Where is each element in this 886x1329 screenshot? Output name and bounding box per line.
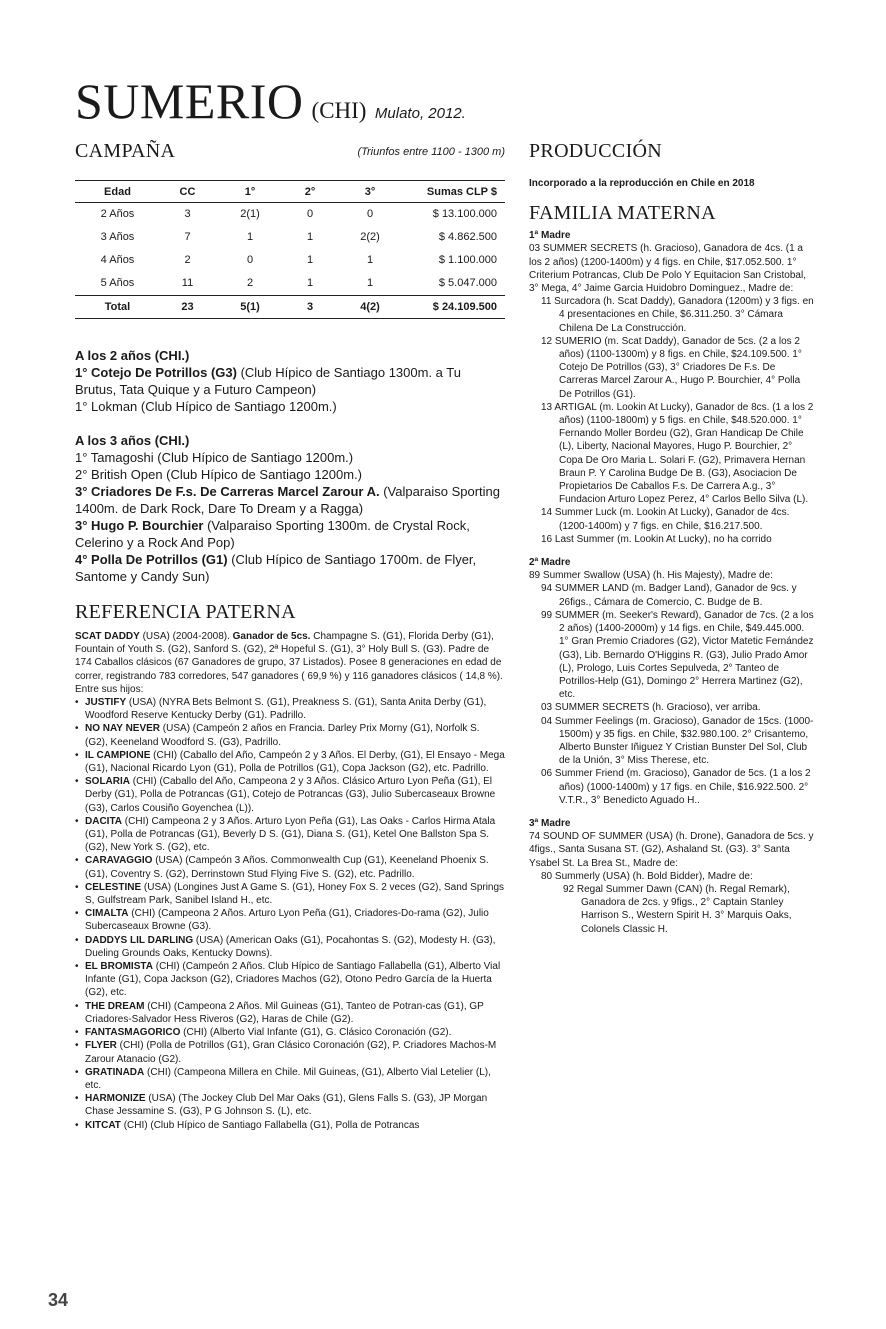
cell: 11 [181, 277, 194, 289]
cell: 2(1) [240, 208, 260, 220]
list-item: 04 Summer Feelings (m. Gracioso), Ganador de 15cs. (1000-1500m) y 35 figs. en Chile, $32.980.100. 2° Crisantemo, Alberto Bunster Iñiguez Y Cristian Bunster Del Sol, Club de la Unión, 3° Miss Therese, etc. [541, 715, 814, 767]
cell: 5 Años [100, 277, 135, 289]
cell: 1 [246, 231, 254, 243]
list-item: 06 Summer Friend (m. Gracioso), Ganador de 5cs. (1 a los 2 años) (1000-1400m) y 17 figs. en Chile, $16.922.500. 2° V.T.R., 3° Benedicto Aguado H.. [541, 768, 811, 806]
list-item: 99 SUMMER (m. Seeker's Reward), Ganador de 7cs. (2 a los 2 años) (1400-2000m) y 14 figs. en Chile, $49.445.000. 1° Gran Premio Criadores (G2), Victor Matetic Fernández (G3), Lib. Bernardo O'Higgins R. (G3), Julio Prado Amor (L), Prologo, Luis Cortes Sepulveda, 2° Tanteo de Potrillos-Help (G1), Domingo 2° Herrera Martinez (G2), etc. [541, 609, 814, 701]
madre-3-sub: 80 Summerly (USA) (h. Bold Bidder), Madre de: [541, 870, 753, 882]
table-row [75, 226, 505, 249]
madre-2-list [529, 582, 814, 806]
madre-2-text: 89 Summer Swallow (USA) (h. His Majesty), Madre de: [529, 570, 773, 582]
campana-heading: CAMPAÑA [75, 140, 176, 162]
win-line: 1° Tamagoshi (Club Hípico de Santiago 1200m.) [75, 450, 354, 465]
wins-2yo [75, 347, 505, 415]
win-line: 3° Hugo P. Bourchier (Valparaiso Sporting 1300m. de Crystal Rock, Celerino y a Rock And Pop) [75, 518, 470, 550]
list-item: 03 SUMMER SECRETS (h. Gracioso), ver arriba. [541, 702, 761, 714]
cell: 1 [366, 277, 374, 289]
list-item: • CARAVAGGIO (USA) (Campeón 3 Años. Commonwealth Cup (G1), Keeneland Phoenix S. (G1), Coventry S. (G2), Derrinstown Stud Flying Five S. (G2), etc. Padrillo. [75, 854, 505, 880]
list-item: • NO NAY NEVER (USA) (Campeón 2 años en Francia. Darley Prix Morny (G1), Norfolk S. (G2), Keeneland Woodford S. (G3), Padrillo. [75, 722, 505, 748]
prod-text: Incorporado a la reproducción en Chile en 2018 [529, 178, 755, 189]
ref-heading: REFERENCIA PATERNA [75, 601, 296, 623]
madre-3-text: 74 SOUND OF SUMMER (USA) (h. Drone), Ganadora de 5cs. y 4figs., Santa Susana ST. (G2), Ashaland St. (G3). 3° Santa Ysabel St. La Brea St., Madre de: [529, 831, 814, 869]
list-item: • IL CAMPIONE (CHI) (Caballo del Año, Campeón 2 y 3 Años. El Derby, (G1), El Ensayo - Mega (G1), Nacional Ricardo Lyon (G1), Polla de Potrillos (G1), Copa Jackson (G2), etc. Padrillo. [75, 749, 505, 775]
familia-materna [529, 229, 814, 936]
campana-table [75, 180, 505, 319]
win-line: 4° Polla De Potrillos (G1) (Club Hípico de Santiago 1700m. de Flyer, Santome y Candy Sun) [75, 552, 477, 584]
cell: 4 Años [100, 254, 135, 266]
list-item: • JUSTIFY (USA) (NYRA Bets Belmont S. (G1), Preakness S. (G1), Santa Anita Derby (G1), Woodford Reserve Kentucky Derby (G1). Padrillo. [75, 696, 505, 722]
col-1: 1° [215, 181, 285, 203]
cell: 1 [306, 277, 314, 289]
campana-note: (Triunfos entre 1100 - 1300 m) [357, 146, 505, 158]
list-item: • DACITA (CHI) Campeona 2 y 3 Años. Arturo Lyon Peña (G1), Las Oaks - Carlos Hirma Atala (G1), Polla de Potrancas (G1), Beverly D S. (G1), Diana S. (G1), Ketel One Ballston Spa S. (G2), New York S. (G2), etc. [75, 815, 505, 855]
cell: 0 [306, 208, 314, 220]
cell: 2 Años [100, 208, 135, 220]
cell: 2 [246, 277, 254, 289]
madre-2-heading: 2ª Madre [529, 557, 571, 569]
win-line: 1° Cotejo De Potrillos (G3) (Club Hípico de Santiago 1300m. a Tu Brutus, Tata Quique y a Futuro Campeon) [75, 365, 461, 397]
madre-1-text: 03 SUMMER SECRETS (h. Gracioso), Ganadora de 4cs. (1 a los 2 años) (1200-1400m) y 4 figs. en Chile, $17.052.500. 1° Criterium Potrancas, Club De Polo Y Equitacion San Cristobal, 3° Mega, 4° Jaime Garcia Huidobro Dominguez., Madre de: [529, 243, 806, 295]
cell: 1 [366, 254, 374, 266]
table-row [75, 272, 505, 296]
cell: 2(2) [360, 231, 380, 243]
cell: 3 Años [100, 231, 135, 243]
col-cc: CC [160, 181, 215, 203]
list-item: 11 Surcadora (h. Scat Daddy), Ganadora (1200m) y 3 figs. en 4 presentaciones en Chile, $6.311.250. 3° Cámara Chilena De La Construcción. [541, 296, 814, 334]
prod-heading: PRODUCCIÓN [529, 140, 663, 162]
cell: 3 [285, 296, 335, 319]
list-item: • HARMONIZE (USA) (The Jockey Club Del Mar Oaks (G1), Glens Falls S. (G3), JP Morgan Chase Jessamine S. (G3), P G Johnson S. (L), etc. [75, 1092, 505, 1118]
cell: 4(2) [335, 296, 405, 319]
cell: 23 [160, 296, 215, 319]
list-item: • CELESTINE (USA) (Longines Just A Game S. (G1), Honey Fox S. 2 veces (G2), Sand Springs S, Gulfstream Park, Sanibel Island H., etc. [75, 881, 505, 907]
list-item: • EL BROMISTA (CHI) (Campeón 2 Años. Club Hípico de Santiago Fallabella (G1), Alberto Vial Infante (G1), Copa Jackson (G2), Criadores Machos (G2), Otono Pedro García de la Huerta (G2), etc. [75, 960, 505, 1000]
win-line: 2° British Open (Club Hípico de Santiago 1200m.) [75, 467, 363, 482]
cell: 5(1) [215, 296, 285, 319]
list-item: 94 SUMMER LAND (m. Badger Land), Ganador de 9cs. y 26figs., Cámara de Comercio, C. Budge de B. [541, 583, 797, 608]
cell: 3 [184, 208, 191, 220]
cell: 1 [306, 231, 314, 243]
cell: 0 [366, 208, 374, 220]
list-item: • THE DREAM (CHI) (Campeona 2 Años. Mil Guineas (G1), Tanteo de Potran-cas (G1), GP Criadores-Salvador Hess Riveros (G2), Haras de Chile (G2). [75, 1000, 505, 1026]
list-item: • KITCAT (CHI) (Club Hípico de Santiago Fallabella (G1), Polla de Potrancas [75, 1119, 505, 1132]
list-item: • FANTASMAGORICO (CHI) (Alberto Vial Infante (G1), G. Clásico Coronación (G2). [75, 1026, 505, 1039]
cell: $ 4.862.500 [438, 231, 497, 243]
cell: $ 1.100.000 [438, 254, 497, 266]
madre-3-sub2: 92 Regal Summer Dawn (CAN) (h. Regal Remark), Ganadora de 2cs. y 9figs., 2° Captain Stanley Harrison S., Western Spirit H. 3° Marquis Oaks, Colonels Classic H. [563, 883, 792, 935]
ref-paterna [75, 630, 505, 1132]
madre-1-list [529, 295, 814, 546]
horse-subtitle: Mulato, 2012. [374, 105, 466, 122]
cell: 7 [184, 231, 191, 243]
page-number: 34 [48, 1290, 69, 1310]
win-line: 3° Criadores De F.s. De Carreras Marcel Zarour A. (Valparaiso Sporting 1400m. de Dark Rock, Dare To Dream y a Ragga) [75, 484, 501, 516]
list-item: 14 Summer Luck (m. Lookin At Lucky), Ganador de 4cs. (1200-1400m) y 7 figs. en Chile, $16.217.500. [541, 507, 790, 532]
cell: 2 [184, 254, 191, 266]
madre-3-heading: 3ª Madre [529, 817, 571, 829]
win-line: 1° Lokman (Club Hípico de Santiago 1200m.) [75, 399, 337, 414]
cell: $ 13.100.000 [432, 208, 497, 220]
cell: 1 [306, 254, 314, 266]
list-item: • SOLARIA (CHI) (Caballo del Año, Campeona 2 y 3 Años. Clásico Arturo Lyon Peña (G1), El Derby (G1), Polla de Potrancas (G1), Cotejo de Potrancas (G3), Julio Subercaseaux Browne (G3), Carlos Cousiño Goyenchea (L)). [75, 775, 505, 815]
wins-3yo [75, 432, 505, 585]
wins-2yo-heading: A los 2 años (CHI.) [75, 348, 190, 363]
cell: $ 5.047.000 [438, 277, 497, 289]
table-row [75, 203, 505, 227]
madre-1-heading: 1ª Madre [529, 230, 571, 242]
col-2: 2° [285, 181, 335, 203]
cell: $ 24.109.500 [405, 296, 505, 319]
list-item: 12 SUMERIO (m. Scat Daddy), Ganador de 5cs. (2 a los 2 años) (1100-1300m) y 8 figs. en Chile, $24.109.500. 1° Cotejo De Potrillos (G3), 3° Criadores De F.s. De Carreras Marcel Zarour A., Hugo P. Bourchier, 4° Polla De Potrillos (G1). [541, 335, 802, 400]
horse-name: SUMERIO [75, 73, 304, 129]
ref-intro: SCAT DADDY (USA) (2004-2008). Ganador de 5cs. Champagne S. (G1), Florida Derby (G1), Fountain of Youth S. (G2), Sanford S. (G2), 2ª Hopeful S. (G1), 3° Holy Bull S. (G3). Padre de 174 Caballos clásicos (67 Ganadores de grupo, 37 Listados). Posee 8 generaciones en edad de correr, registrando 783 corredores, 547 ganadores ( 69,9 %) y 116 ganadores clásicos ( 14,8 %). Entre sus hijos: [75, 631, 503, 695]
right-column [529, 140, 814, 936]
list-item: • FLYER (CHI) (Polla de Potrillos (G1), Gran Clásico Coronación (G2), P. Criadores Machos-M Zarour Atanacio (G2). [75, 1039, 505, 1065]
table-row [75, 249, 505, 272]
cell: Total [75, 296, 160, 319]
col-edad: Edad [75, 181, 160, 203]
col-sumas: Sumas CLP $ [405, 181, 505, 203]
list-item: • CIMALTA (CHI) (Campeona 2 Años. Arturo Lyon Peña (G1), Criadores-Do-rama (G2), Julio Subercaseaux Browne (G3). [75, 907, 505, 933]
list-item: • DADDYS LIL DARLING (USA) (American Oaks (G1), Pocahontas S. (G2), Modesty H. (G3), Dueling Grounds Oaks, Kentucky Downs). [75, 934, 505, 960]
offspring-list [75, 696, 505, 1132]
cell: 0 [246, 254, 254, 266]
left-column [75, 140, 505, 1132]
list-item: 13 ARTIGAL (m. Lookin At Lucky), Ganador de 8cs. (1 a los 2 años) (1100-1800m) y 5 figs. en Chile, $48.520.000. 1° Fernando Moller Bordeu (G2), Gran Handicap De Chile (L), Liberty, Nacional Mayores, Hugo P. Bourchier, 2° Copa De Oro Maria L. Solari F. (G2), Primavera Hernan Braun P. Y Carolina Budge De B. (G3), Asociacion De Propietarios De Caballos F.s. De Carrera A.g., 3° Fundacion Arturo Lopez Perez, 4° Carlos Bello Silva (L). [541, 401, 814, 506]
list-item: • GRATINADA (CHI) (Campeona Millera en Chile. Mil Guineas, (G1), Alberto Vial Letelier (L), etc. [75, 1066, 505, 1092]
horse-title [75, 72, 466, 130]
table-total-row [75, 296, 505, 319]
horse-country: (CHI) [311, 98, 367, 123]
list-item: 16 Last Summer (m. Lookin At Lucky), no ha corrido [541, 533, 772, 545]
col-3: 3° [335, 181, 405, 203]
wins-3yo-heading: A los 3 años (CHI.) [75, 433, 190, 448]
fam-heading: FAMILIA MATERNA [529, 202, 716, 225]
